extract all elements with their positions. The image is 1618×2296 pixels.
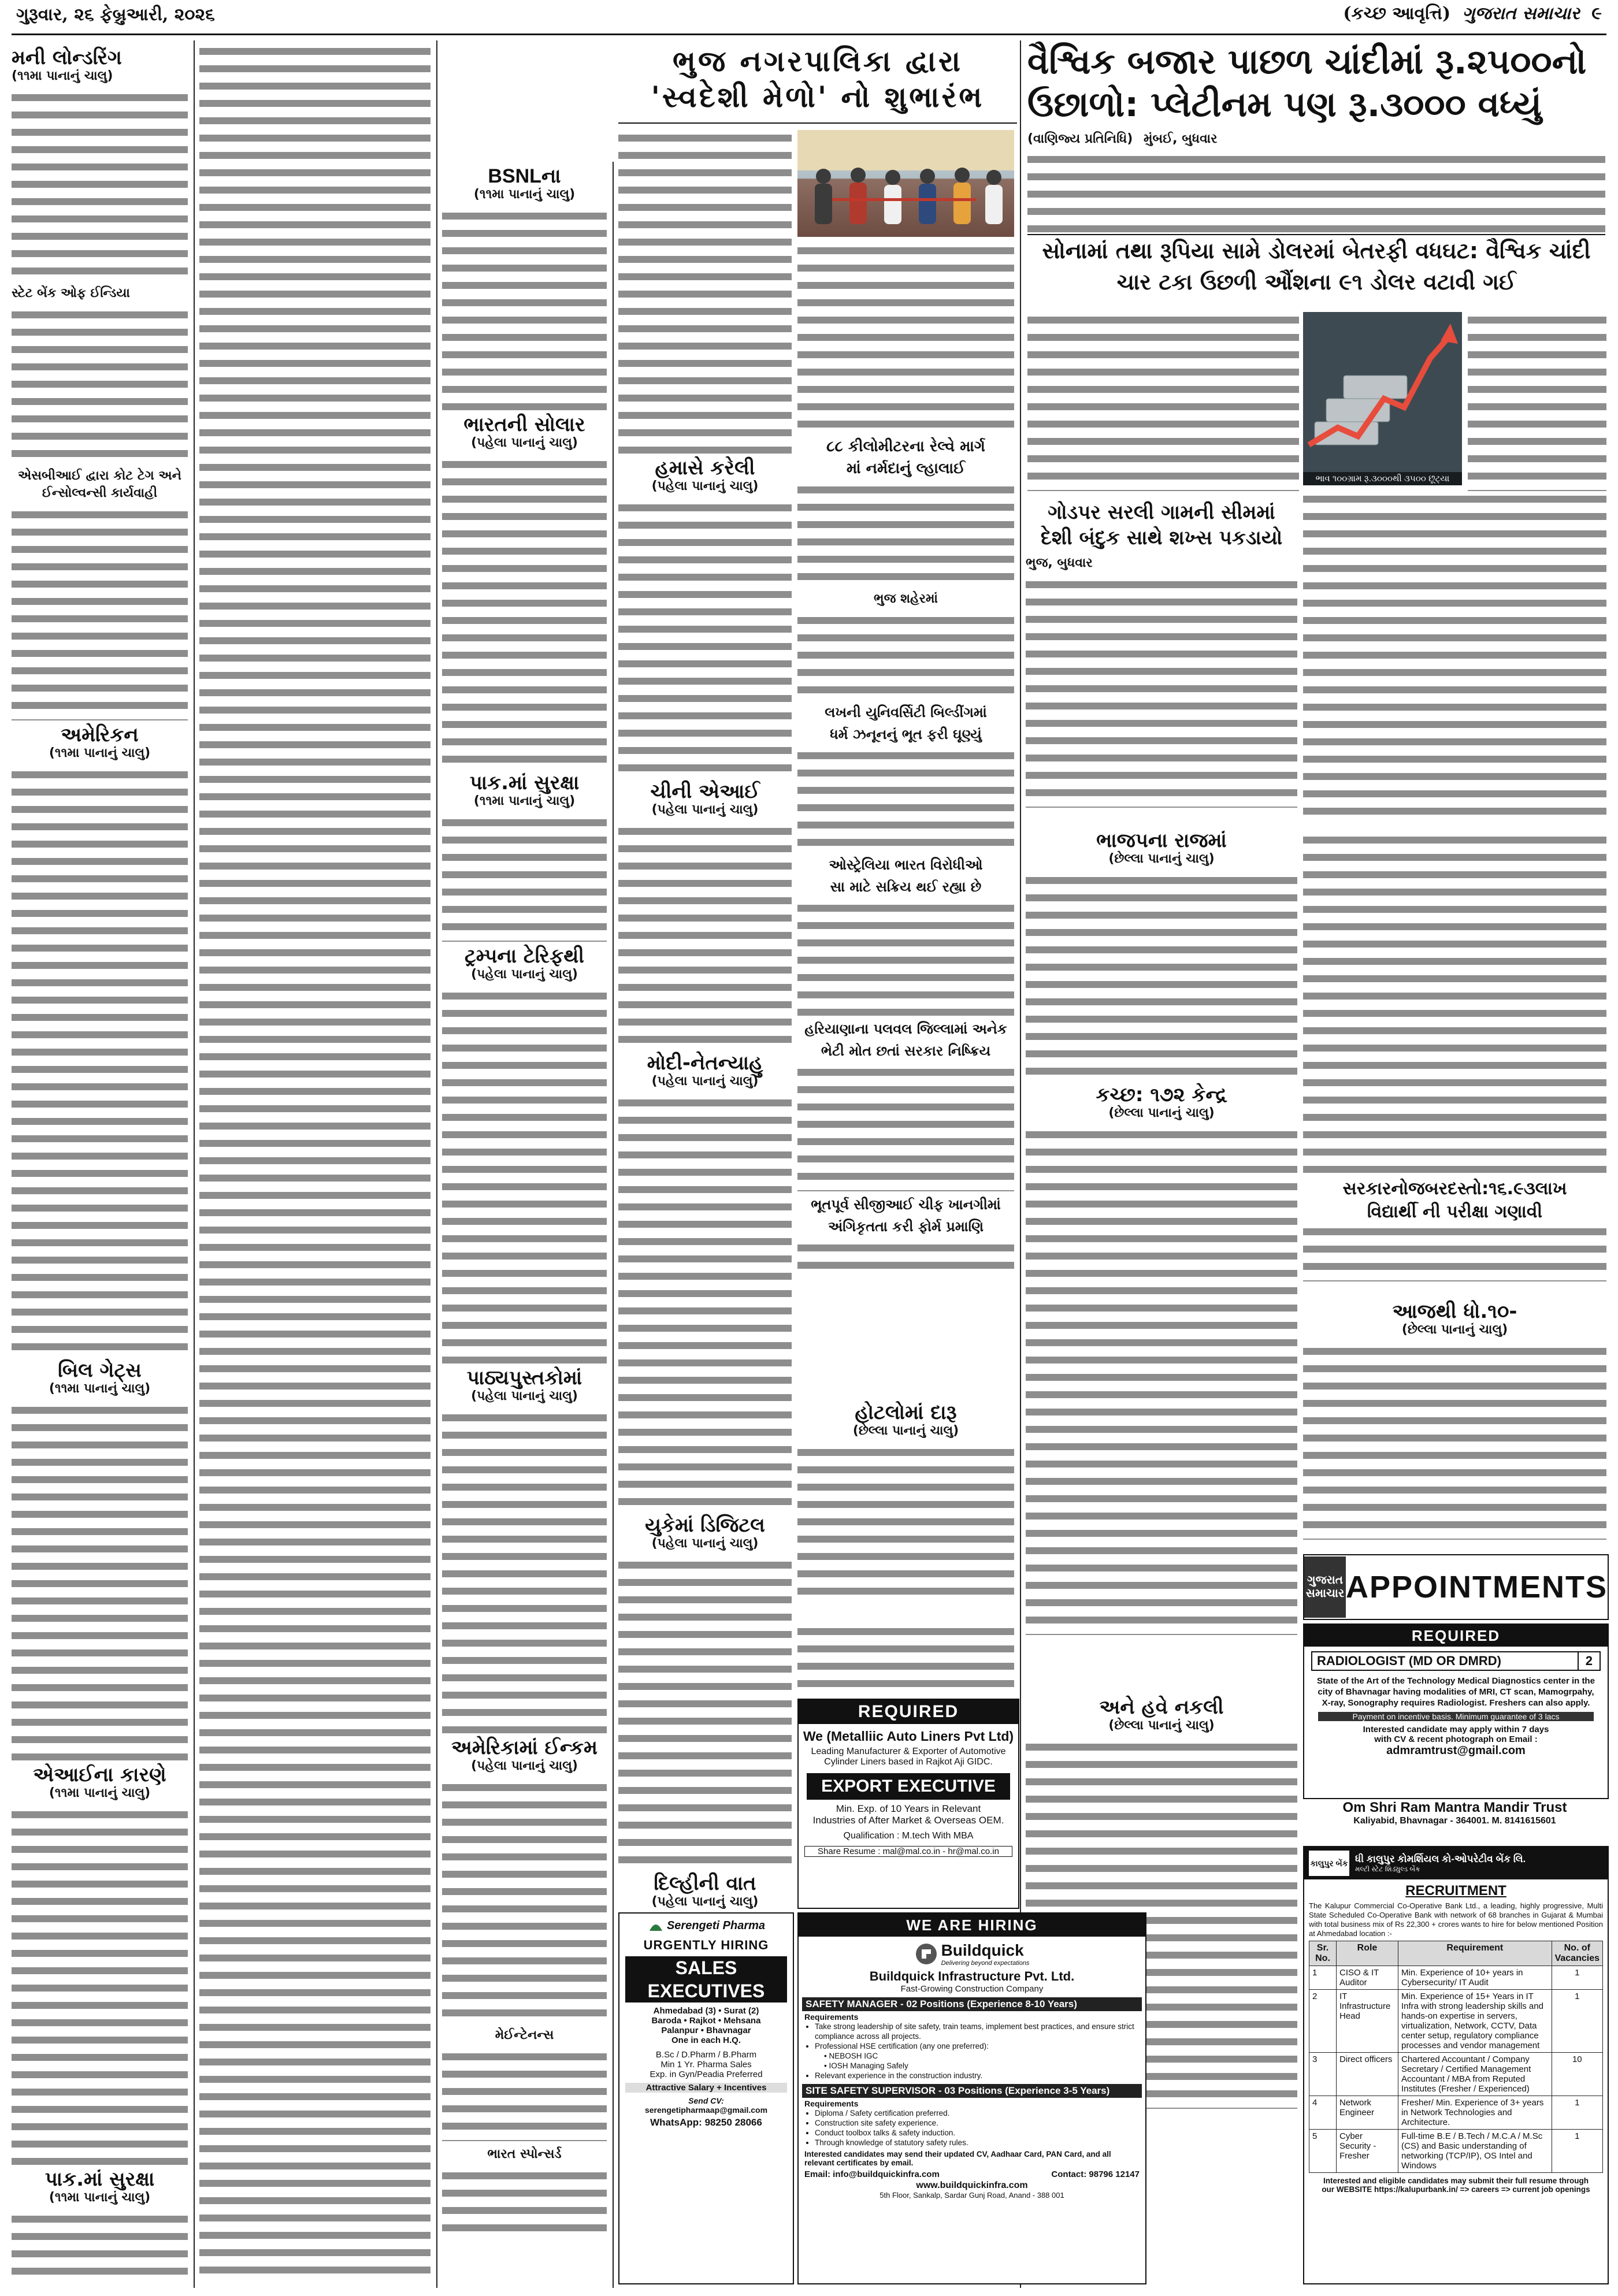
body-text: [1027, 312, 1299, 491]
aaj-story: [1303, 1297, 1606, 1551]
ad-position-row: [1311, 1651, 1601, 1671]
subhead: સા માટે સક્રિય થઈ રહ્યા છે: [830, 879, 982, 895]
ad-email[interactable]: serengetipharmaap@gmail.com: [644, 2105, 768, 2115]
body-text: [797, 1623, 1014, 1687]
body-text: [797, 1240, 1014, 1275]
ad-location: Baroda • Rajkot • Mehsana: [651, 2016, 761, 2026]
story-title: એઆઈના કારણે: [33, 1763, 166, 1786]
req-item: • Professional HSE certification (any one preferred):: [815, 2041, 1140, 2051]
ad-qualification: Min 1 Yr. Pharma Sales: [660, 2060, 752, 2070]
headline-line: ભુજ નગરપાલિકા દ્વારા: [672, 44, 963, 78]
table-cell: IT Infrastructure Head: [1337, 1990, 1398, 2053]
column-3: [442, 162, 607, 2285]
continued-label: (પહેલા પાનાનું ચાલુ): [651, 803, 759, 817]
ad-address: 5th Floor, Sankalp, Sardar Gunj Road, Anand - 388 001: [879, 2191, 1064, 2200]
subhead: ભારત સ્પોન્સર્ડ: [487, 2147, 562, 2161]
bank-header: [1304, 1847, 1608, 1879]
body-text: [12, 1807, 188, 2165]
story-title: હોટલોમાં દારૂ: [855, 1401, 957, 1424]
body-text: [12, 90, 188, 280]
ad-email[interactable]: admramtrust@gmail.com: [1386, 1744, 1526, 1757]
buildquick-logo-icon: [915, 1942, 938, 1966]
ad-whatsapp[interactable]: WhatsApp: 98250 28066: [650, 2117, 762, 2128]
table-cell: Network Engineer: [1337, 2096, 1398, 2130]
ad-contact-row: [804, 2169, 1140, 2179]
body-text: [442, 2049, 607, 2141]
ad-logo: Serengeti Pharma: [666, 1919, 766, 1932]
continued-label: (પહેલા પાનાનું ચાલુ): [651, 1894, 759, 1909]
story-title: ભારતની સોલાર: [463, 413, 585, 436]
ad-location: Palanpur • Bhavnagar: [661, 2026, 751, 2035]
recruitment-table-wrap: [1309, 1941, 1603, 2173]
serengeti-logo-icon: [647, 1917, 665, 1934]
edition-name: (કચ્છ આવૃત્તિ): [1343, 3, 1451, 24]
body-text: [797, 612, 1014, 699]
table-cell: Min. Experience of 10+ years in Cybersecurity/ IT Audit: [1398, 1966, 1552, 1990]
paper-name: ગુજરાત સમાચાર: [1462, 3, 1580, 24]
table-cell: 10: [1552, 2053, 1602, 2096]
body-text: [12, 1402, 188, 1760]
ad-location: Ahmedabad (3) • Surat (2): [653, 2006, 759, 2016]
story-title: પાઠ્યપુસ્તકોમાં: [466, 1366, 582, 1390]
table-header: Requirement: [1398, 1941, 1552, 1966]
ad-email[interactable]: Email: info@buildquickinfra.com: [804, 2169, 940, 2179]
people-illustration: [797, 130, 1014, 237]
ad-title: SALES EXECUTIVES: [625, 1956, 787, 2003]
req-item: • Conduct toolbox talks & safety induction.: [815, 2128, 1140, 2138]
ad-required: REQUIRED: [1304, 1625, 1608, 1647]
ad-desc: Cylinder Liners based in Rajkot Aji GIDC.: [824, 1757, 993, 1767]
issue-date: ગુરૂવાર, ૨૬ ફેબ્રુઆરી, ૨૦૨૬: [16, 5, 215, 25]
req-item: • IOSH Managing Safely: [824, 2061, 908, 2070]
ad-apply: with CV & recent photograph on Email :: [1374, 1734, 1538, 1744]
body-text: [797, 482, 1014, 586]
subhead: ભૂતપૂર્વ સીજીઆઈ ચીફ ખાનગીમાં: [811, 1197, 1001, 1213]
body-text: [1303, 1343, 1606, 1540]
continued-label: (છેલ્લા પાનાનું ચાલુ): [852, 1424, 959, 1438]
story-title: મની લોન્ડરિંગ: [12, 46, 122, 69]
continued-label: (છેલ્લા પાનાનું ચાલુ): [1108, 852, 1215, 866]
silver-story-lead: [1027, 130, 1605, 234]
story-title: મોદી-નેતન્યાહુ: [647, 1052, 763, 1075]
ad-req-list: [815, 2022, 1140, 2080]
ad-apply: Interested candidate may apply within 7 days: [1363, 1725, 1549, 1734]
bhuj-fair-photo: [797, 130, 1014, 237]
subhead: ઓસ્ટ્રેલિયા ભારત વિરોધીઓ: [829, 857, 983, 873]
subhead: ભેટી મોત છતાં સરકાર નિષ્ક્રિય: [821, 1043, 991, 1059]
req-item: • Through knowledge of statutory safety rules.: [815, 2138, 1140, 2148]
body-text: [1027, 151, 1605, 232]
story-title: પાક.માં સુરક્ષા: [469, 771, 580, 794]
ad-radiologist-footer: [1303, 1800, 1606, 1840]
ad-count: 2: [1578, 1652, 1600, 1670]
continued-label: (પહેલા પાનાનું ચાલુ): [471, 1759, 578, 1773]
ad-qualification: B.Sc / D.Pharm / B.Pharm: [655, 2050, 757, 2060]
body-text: [1303, 1224, 1606, 1281]
ad-urgent: URGENTLY HIRING: [643, 1938, 769, 1952]
table-cell: 1: [1309, 1966, 1337, 1990]
ad-desc: Leading Manufacturer & Exporter of Automotive: [811, 1747, 1006, 1756]
body-text: [797, 1064, 1014, 1191]
headline-line: 'સ્વદેશી મેળો' નો શુભારંભ: [651, 80, 985, 114]
table-row: [1309, 2053, 1603, 2096]
appointments-banner: [1303, 1554, 1609, 1620]
ad-qualification: Exp. in Gyn/Peadia Preferred: [650, 2070, 763, 2079]
story-title: BSNLના: [488, 165, 561, 187]
column-7: [1303, 832, 1606, 1294]
story-title: ભાજપના રાજમાં: [1096, 829, 1227, 852]
story-title: આજથી ધો.૧૦-: [1392, 1300, 1517, 1323]
ad-hiring: WE ARE HIRING: [799, 1914, 1145, 1937]
ad-min: Min. Exp. of 10 Years in Relevant: [836, 1803, 981, 1814]
ad-req-label: Requirements: [804, 2099, 859, 2108]
continued-label: (પહેલા પાનાનું ચાલુ): [651, 1536, 759, 1551]
godhar-story: [1026, 555, 1297, 820]
table-header-row: [1309, 1941, 1603, 1966]
ad-radiologist: [1303, 1623, 1609, 1799]
ad-company: We (Metalliic Auto Liners Pvt Ltd): [803, 1729, 1014, 1744]
body-text: [442, 815, 607, 942]
column-2: [199, 43, 431, 2285]
godhar-headline: [1026, 500, 1297, 551]
table-cell: Full-time B.E / B.Tech / M.C.A / M.Sc (CS) and Basic understanding of networking (TCP/IP), OS Intel and Windows: [1398, 2130, 1552, 2173]
header-rule: [12, 34, 1606, 35]
body-text: [1303, 491, 1606, 820]
body-text: [442, 988, 607, 1364]
table-cell: Fresher/ Min. Experience of 3+ years in Network Technologies and Architecture.: [1398, 2096, 1552, 2130]
continued-label: (૧૧મા પાનાનું ચાલુ): [473, 794, 576, 808]
story-title: અને હવે નકલી: [1099, 1696, 1224, 1719]
ad-position: EXPORT EXECUTIVE: [807, 1773, 1010, 1800]
body-text: [442, 1410, 607, 1733]
subhead-line: સોનામાં તથા રૂપિયા સામે ડોલરમાં બેતરફી વધઘટ: વૈશ્વિક ચાંદી: [1042, 238, 1591, 263]
table-cell: 1: [1552, 1966, 1602, 1990]
subhead: મેઈન્ટેનન્સ: [495, 2028, 554, 2042]
body-text: [199, 43, 431, 2273]
continued-label: (૧૧મા પાનાનું ચાલુ): [49, 2190, 151, 2205]
continued-label: (પહેલા પાનાનું ચાલુ): [471, 1389, 578, 1403]
body-text: [12, 767, 188, 1356]
ad-desc: State of the Art of the Technology Medical Diagnostics center in the city of Bhavnagar having modalities of MRI, CT scan, Mamogrpahy, X-ray, Sonography requires Radiologist. Freshers can also apply.: [1317, 1676, 1595, 1708]
bhuj-headline: [621, 43, 1014, 115]
ad-position: RADIOLOGIST (MD OR DMRD): [1317, 1654, 1501, 1668]
column-5-end: [797, 1623, 1014, 1693]
table-header: Sr. No.: [1309, 1941, 1337, 1966]
subhead: માં નર્મદાનું લ્હાલાઈ: [846, 460, 966, 477]
body-text: [797, 1444, 1014, 1600]
ad-req-label: Requirements: [804, 2012, 859, 2022]
table-cell: Chartered Accountant / Company Secretary / Certified Management Accountant / MBA from Reputed Institutes (Fresher / Experienced): [1398, 2053, 1552, 2096]
ad-footer: Interested and eligible candidates may submit their full resume through: [1323, 2176, 1589, 2185]
pos2-name: SITE SAFETY SUPERVISOR - 03 Positions: [806, 2085, 1003, 2096]
subhead: ધર્મ ઝનૂનનું ભૂત ફરી ઘૂણ્યું: [830, 726, 982, 742]
table-cell: CISO & IT Auditor: [1337, 1966, 1398, 1990]
continued-label: (પહેલા પાનાનું ચાલુ): [471, 436, 578, 450]
continued-label: (પહેલા પાનાનું ચાલુ): [471, 967, 578, 982]
ad-logo: Buildquick: [941, 1941, 1024, 1959]
body-text: [1468, 312, 1606, 491]
body-text: [442, 1779, 607, 2022]
continued-label: (૧૧મા પાનાનું ચાલુ): [49, 746, 151, 760]
headline-line: ગોડપર સરલી ગામની સીમમાં: [1048, 501, 1275, 524]
ad-website[interactable]: www.buildquickinfra.com: [916, 2180, 1028, 2190]
story-title: ચીની એઆઈ: [650, 780, 760, 803]
body-text: [1026, 577, 1297, 808]
body-text: [797, 748, 1014, 852]
table-cell: 1: [1552, 1990, 1602, 2053]
silver-rising-graphic: [1303, 312, 1462, 485]
continued-label: (૧૧મા પાનાનું ચાલુ): [49, 1381, 151, 1396]
req-item: • Diploma / Safety certification preferred.: [815, 2108, 1140, 2118]
body-text: [1026, 1127, 1297, 1635]
body-text: [442, 2168, 607, 2237]
silver-story-cont: [1303, 491, 1606, 832]
recruitment-table: [1309, 1941, 1603, 2173]
ad-company: Buildquick Infrastructure Pvt. Ltd.: [869, 1969, 1075, 1983]
req-item: • Construction site safety experience.: [815, 2118, 1140, 2128]
subhead: એસબીઆઈ દ્વારા કોટ ટેગ અને ઈન્સોલ્વન્સી કાર્યવાહી: [18, 469, 181, 500]
story-title: કચ્છ: ૧૭૨ કેન્દ્ર: [1096, 1083, 1227, 1106]
continued-label: (પહેલા પાનાનું ચાલુ): [651, 1074, 759, 1088]
subhead: અંગિકૃતતા કરી ફોર્મ પ્રમાણિ: [827, 1218, 984, 1235]
body-text: [618, 1557, 792, 1869]
table-cell: Direct officers: [1337, 2053, 1398, 2096]
pos2-exp: (Experience 3-5 Years): [1005, 2085, 1110, 2096]
table-row: [1309, 1990, 1603, 2053]
story-title: હમાસે કરેલી: [655, 456, 755, 480]
continued-label: (૧૧મા પાનાનું ચાલુ): [12, 69, 113, 83]
ad-metallic: [797, 1699, 1019, 1909]
photo-caption: ભાવ ૧૦૦ગ્રામ રૂ.૩૦૦૦થી ૩૫૦૦ છૂટ્યા: [1303, 472, 1462, 485]
appointments-title: APPOINTMENTS: [1345, 1570, 1608, 1604]
ad-logo-row: [799, 1941, 1145, 1967]
continued-label: (છેલ્લા પાનાનું ચાલુ): [1401, 1322, 1508, 1337]
ad-footer-link[interactable]: our WEBSITE https://kalupurbank.in/ => careers => current job openings: [1322, 2185, 1590, 2194]
body-text: [1303, 832, 1606, 1173]
byline: (વાણિજ્ય પ્રતિનિધિ): [1027, 132, 1133, 146]
ad-title: RECRUITMENT: [1405, 1883, 1506, 1899]
story-title: અમેરિકામાં ઈન્કમ: [451, 1736, 598, 1759]
table-cell: 5: [1309, 2130, 1337, 2173]
column-rule: [613, 162, 614, 2288]
subhead-line: ચાર ટકા ઉછળી ઔંશના ૯૧ ડોલર વટાવી ગઈ: [1116, 269, 1516, 295]
result-headline-line2: વિદ્યાર્થી ની પરીક્ષા ગણાવી: [1367, 1202, 1543, 1222]
bhuj-story-body: [797, 243, 1014, 1352]
headline-line: ઉછાળો: પ્લેટીનમ પણ રૂ.૩૦૦૦ વધ્યું: [1027, 84, 1542, 125]
table-row: [1309, 1966, 1603, 1990]
body-text: [618, 130, 792, 454]
continued-label: (છેલ્લા પાનાનું ચાલુ): [1108, 1718, 1215, 1733]
table-header: No. of Vacancies: [1552, 1941, 1602, 1966]
story-title: દિલ્હીની વાત: [654, 1872, 756, 1895]
bank-name: ધી કાલુપુર કોમર્શિયલ કો-ઓપરેટીવ બેંક લિ.: [1355, 1853, 1526, 1864]
table-row: [1309, 2130, 1603, 2173]
result-headline: સરકારનોજબરદસ્તો:૧૬.૯૩લાખ: [1342, 1179, 1567, 1199]
column-rule: [194, 40, 195, 2288]
body-text: [12, 507, 188, 720]
ad-send: Send CV:: [688, 2096, 724, 2105]
ad-req-list: [815, 2108, 1140, 2148]
body-text: [797, 243, 1014, 433]
table-cell: 1: [1552, 2096, 1602, 2130]
story-title: બિલ ગેટ્સ: [58, 1359, 142, 1382]
bank-logo: કાલુપુર બેંક: [1309, 1851, 1349, 1876]
ad-logo-tag: Delivering beyond expectations: [941, 1960, 1030, 1967]
ad-pos1: [802, 1997, 1142, 2011]
table-row: [1309, 2096, 1603, 2130]
pos1-exp: (Experience 8-10 Years): [967, 1998, 1077, 2009]
continued-label: (પહેલા પાનાનું ચાલુ): [651, 479, 759, 493]
ad-serengeti: [618, 1912, 794, 2284]
silver-story-body: [1027, 312, 1299, 497]
ad-min: Industries of After Market & Overseas OEM.: [812, 1815, 1004, 1826]
body-text: [12, 2211, 188, 2280]
body-text: [618, 1095, 792, 1511]
ad-trust: Om Shri Ram Mantra Mandir Trust: [1342, 1800, 1567, 1815]
ad-tagline: Fast-Growing Construction Company: [900, 1984, 1044, 1994]
ad-location: One in each H.Q.: [671, 2035, 741, 2045]
headline-line: વૈશ્વિક બજાર પાછળ ચાંદીમાં રૂ.૨૫૦૦નો: [1027, 42, 1587, 82]
body-text: [442, 208, 607, 410]
ad-qualification: Qualification : M.tech With MBA: [843, 1831, 974, 1841]
req-subitem: IOSH Managing Safely: [829, 2061, 908, 2070]
dateline: મુંબઈ, બુધવાર: [1144, 132, 1218, 146]
silver-story-side: [1468, 312, 1606, 497]
table-cell: 1: [1552, 2130, 1602, 2173]
story-title: અમેરિકન: [61, 723, 139, 746]
req-item: • Relevant experience in the construction industry.: [815, 2071, 1140, 2080]
body-text: [12, 307, 188, 463]
ad-buildquick: [797, 1912, 1146, 2284]
table-cell: Cyber Security - Fresher: [1337, 2130, 1398, 2173]
continued-label: (૧૧મા પાનાનું ચાલુ): [49, 1786, 151, 1800]
headline-line: દેશી બંદુક સાથે શખ્સ પકડાયો: [1040, 526, 1283, 549]
ad-address: Kaliyabid, Bhavnagar - 364001. M. 8141615601: [1353, 1816, 1556, 1826]
ad-note: Interested candidates may send their updated CV, Aadhaar Card, PAN Card, and all relevant certificates by email.: [804, 2150, 1111, 2167]
body-text: [1026, 872, 1297, 1080]
bank-subtitle: મલ્ટી સ્ટેટ શિડ્યુલ્ડ બેંક: [1355, 1864, 1420, 1873]
ad-logo-row: [619, 1917, 793, 1934]
page-header: [0, 0, 1618, 35]
pos1-name: SAFETY MANAGER - 02 Positions: [806, 1998, 964, 2009]
subhead: ભુજ શહેરમાં: [874, 592, 938, 606]
column-6: [1026, 826, 1297, 1687]
req-subitem: NEBOSH IGC: [829, 2052, 878, 2060]
continued-label: (છેલ્લા પાનાનું ચાલુ): [1108, 1106, 1215, 1120]
ad-intro: The Kalupur Commercial Co-Operative Bank Ltd., a leading, highly progressive, Multi State Scheduled Co-Operative Bank with network of 68 branches in Gujarat & Mumbai with total business mix of Rs 22,300 + crores wants to hire for below mentioned Position at Ahmedabad location :-: [1309, 1901, 1603, 1938]
rule: [618, 122, 1017, 124]
continued-label: (૧૧મા પાનાનું ચાલુ): [473, 187, 576, 202]
table-cell: 2: [1309, 1990, 1337, 2053]
ad-phone[interactable]: Contact: 98796 12147: [1051, 2169, 1140, 2179]
body-text: [618, 500, 792, 777]
ad-required: REQUIRED: [799, 1700, 1018, 1724]
subhead: હરિયાણાના પલવલ જિલ્લામાં અનેક: [804, 1021, 1007, 1037]
story-title: પાક.માં સુરક્ષા: [44, 2168, 155, 2191]
hotel-story: [797, 1398, 1014, 1618]
table-cell: Min. Experience of 15+ Years in IT Infra with strong leadership skills and hands-on expertise in servers, virtualization, Network, CCTV, Data center setup, regulatory compliance processes and vendor management: [1398, 1990, 1552, 2053]
silver-chart-photo: [1303, 312, 1462, 485]
dateline: ભુજ, બુધવાર: [1026, 556, 1093, 570]
table-cell: 4: [1309, 2096, 1337, 2130]
ad-salary: Attractive Salary + Incentives: [625, 2083, 787, 2093]
body-text: [618, 823, 792, 1049]
req-item: • NEBOSH IGC: [824, 2052, 878, 2060]
silver-subhead: [1027, 234, 1605, 304]
ad-share: Share Resume : mal@mal.co.in - hr@mal.co.in: [804, 1846, 1012, 1857]
ad-pos2: [802, 2084, 1142, 2098]
subhead: સ્ટેટ બેંક ઓફ ઈન્ડિયા: [12, 286, 130, 300]
table-header: Role: [1337, 1941, 1398, 1966]
req-item: • Take strong leadership of site safety, train teams, implement best practices, and ensure strict compliance across all projects.: [815, 2022, 1140, 2041]
body-text: [442, 456, 607, 768]
column-rule: [436, 40, 437, 2288]
subhead: ૮૮ કીલોમીટરના રેલ્વે માર્ગ: [826, 438, 985, 455]
story-title: યુકેમાં ડિજિટલ: [645, 1514, 765, 1537]
subhead: લખની યુનિવર્સિટી બિલ્ડીંગમાં: [825, 704, 987, 720]
story-title: ટ્રમ્પના ટેરિફથી: [464, 945, 585, 968]
ad-kalupur: [1303, 1846, 1609, 2284]
body-text: [797, 900, 1014, 1016]
page-number: ૯: [1591, 3, 1602, 24]
silver-headline: [1027, 40, 1605, 126]
table-cell: 3: [1309, 2053, 1337, 2096]
ad-payment: Payment on incentive basis. Minimum guarantee of 3 lacs: [1318, 1712, 1594, 1721]
column-1: [12, 43, 188, 2285]
edition-label: [1343, 3, 1602, 24]
paper-logo: ગુજરાત સમાચાર: [1304, 1556, 1346, 1618]
